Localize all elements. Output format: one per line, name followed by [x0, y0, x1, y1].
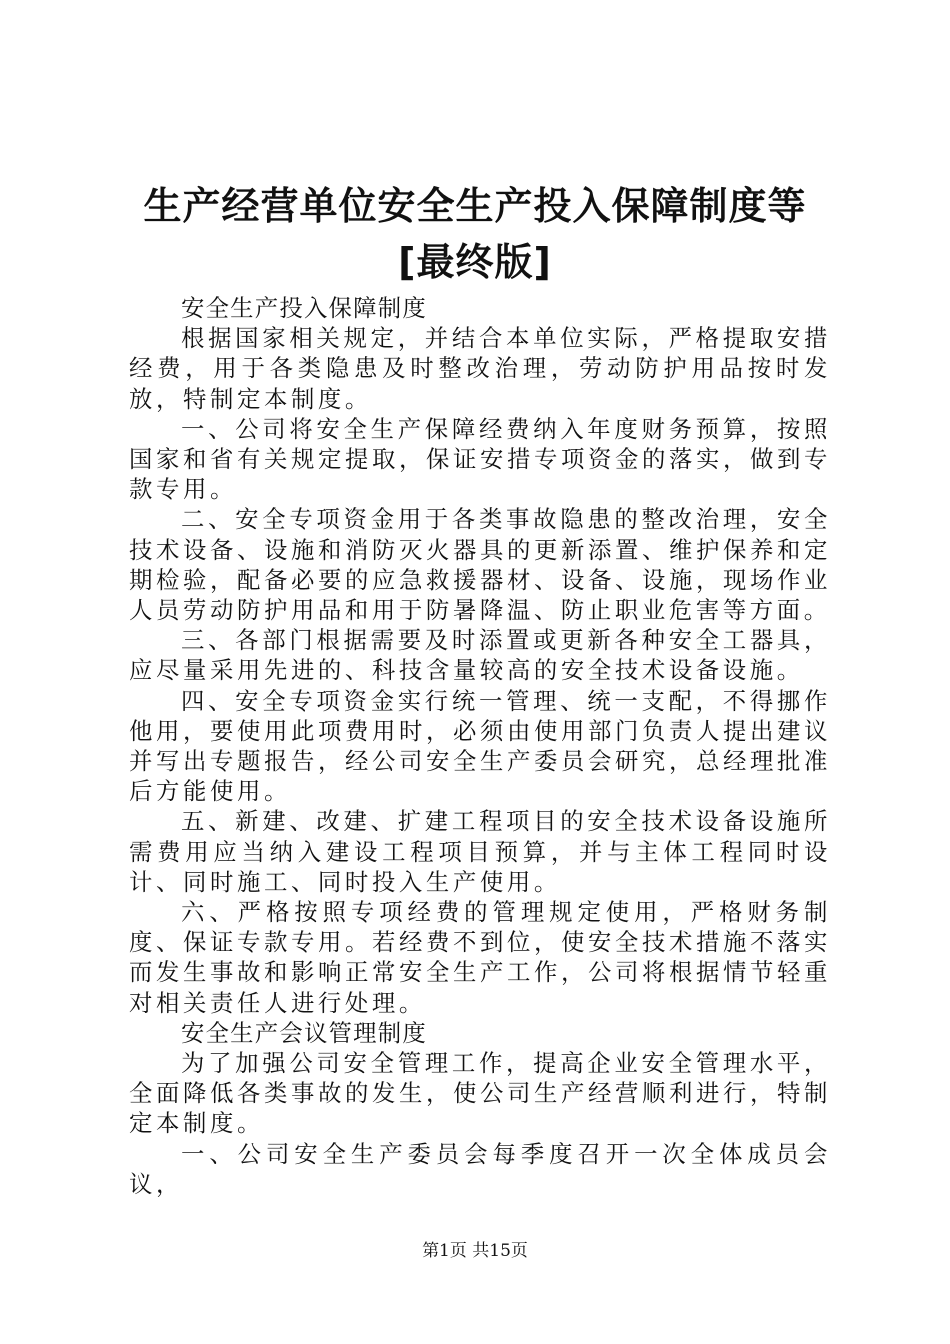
document-body — [129, 293, 831, 1199]
paragraph: 四、安全专项资金实行统一管理、统一支配，不得挪作他用，要使用此项费用时，必须由使用部门负责人提出建议并写出专题报告，经公司安全生产委员会研究，总经理批准后方能使用。 — [129, 686, 831, 806]
paragraph: 三、各部门根据需要及时添置或更新各种安全工器具，应尽量采用先进的、科技含量较高的安全技术设备设施。 — [129, 626, 831, 685]
paragraph: 二、安全专项资金用于各类事故隐患的整改治理，安全技术设备、设施和消防灭火器具的更新添置、维护保养和定期检验，配备必要的应急救援器材、设备、设施，现场作业人员劳动防护用品和用于防暑降温、防止职业危害等方面。 — [129, 505, 831, 625]
paragraph: 五、新建、改建、扩建工程项目的安全技术设备设施所需费用应当纳入建设工程项目预算，并与主体工程同时设计、同时施工、同时投入生产使用。 — [129, 807, 831, 896]
paragraph: 一、公司将安全生产保障经费纳入年度财务预算，按照国家和省有关规定提取，保证安措专项资金的落实，做到专款专用。 — [129, 414, 831, 504]
section-heading: 安全生产会议管理制度 — [181, 1018, 427, 1047]
paragraph: 六、严格按照专项经费的管理规定使用，严格财务制度、保证专款专用。若经费不到位，使安全技术措施不落实而发生事故和影响正常安全生产工作，公司将根据情节轻重对相关责任人进行处理。 — [129, 898, 831, 1017]
paragraph: 为了加强公司安全管理工作，提高企业安全管理水平，全面降低各类事故的发生，使公司生产经营顺利进行，特制定本制度。 — [129, 1049, 831, 1138]
document-title: 生产经营单位安全生产投入保障制度等[最终版] — [143, 184, 807, 284]
page-footer: 第1页 共15页 — [422, 1241, 528, 1261]
section-heading: 安全生产投入保障制度 — [181, 294, 427, 322]
paragraph: 根据国家相关规定，并结合本单位实际，严格提取安措经费，用于各类隐患及时整改治理，劳动防护用品按时发放，特制定本制度。 — [129, 324, 831, 413]
paragraph: 一、公司安全生产委员会每季度召开一次全体成员会议， — [129, 1139, 831, 1198]
